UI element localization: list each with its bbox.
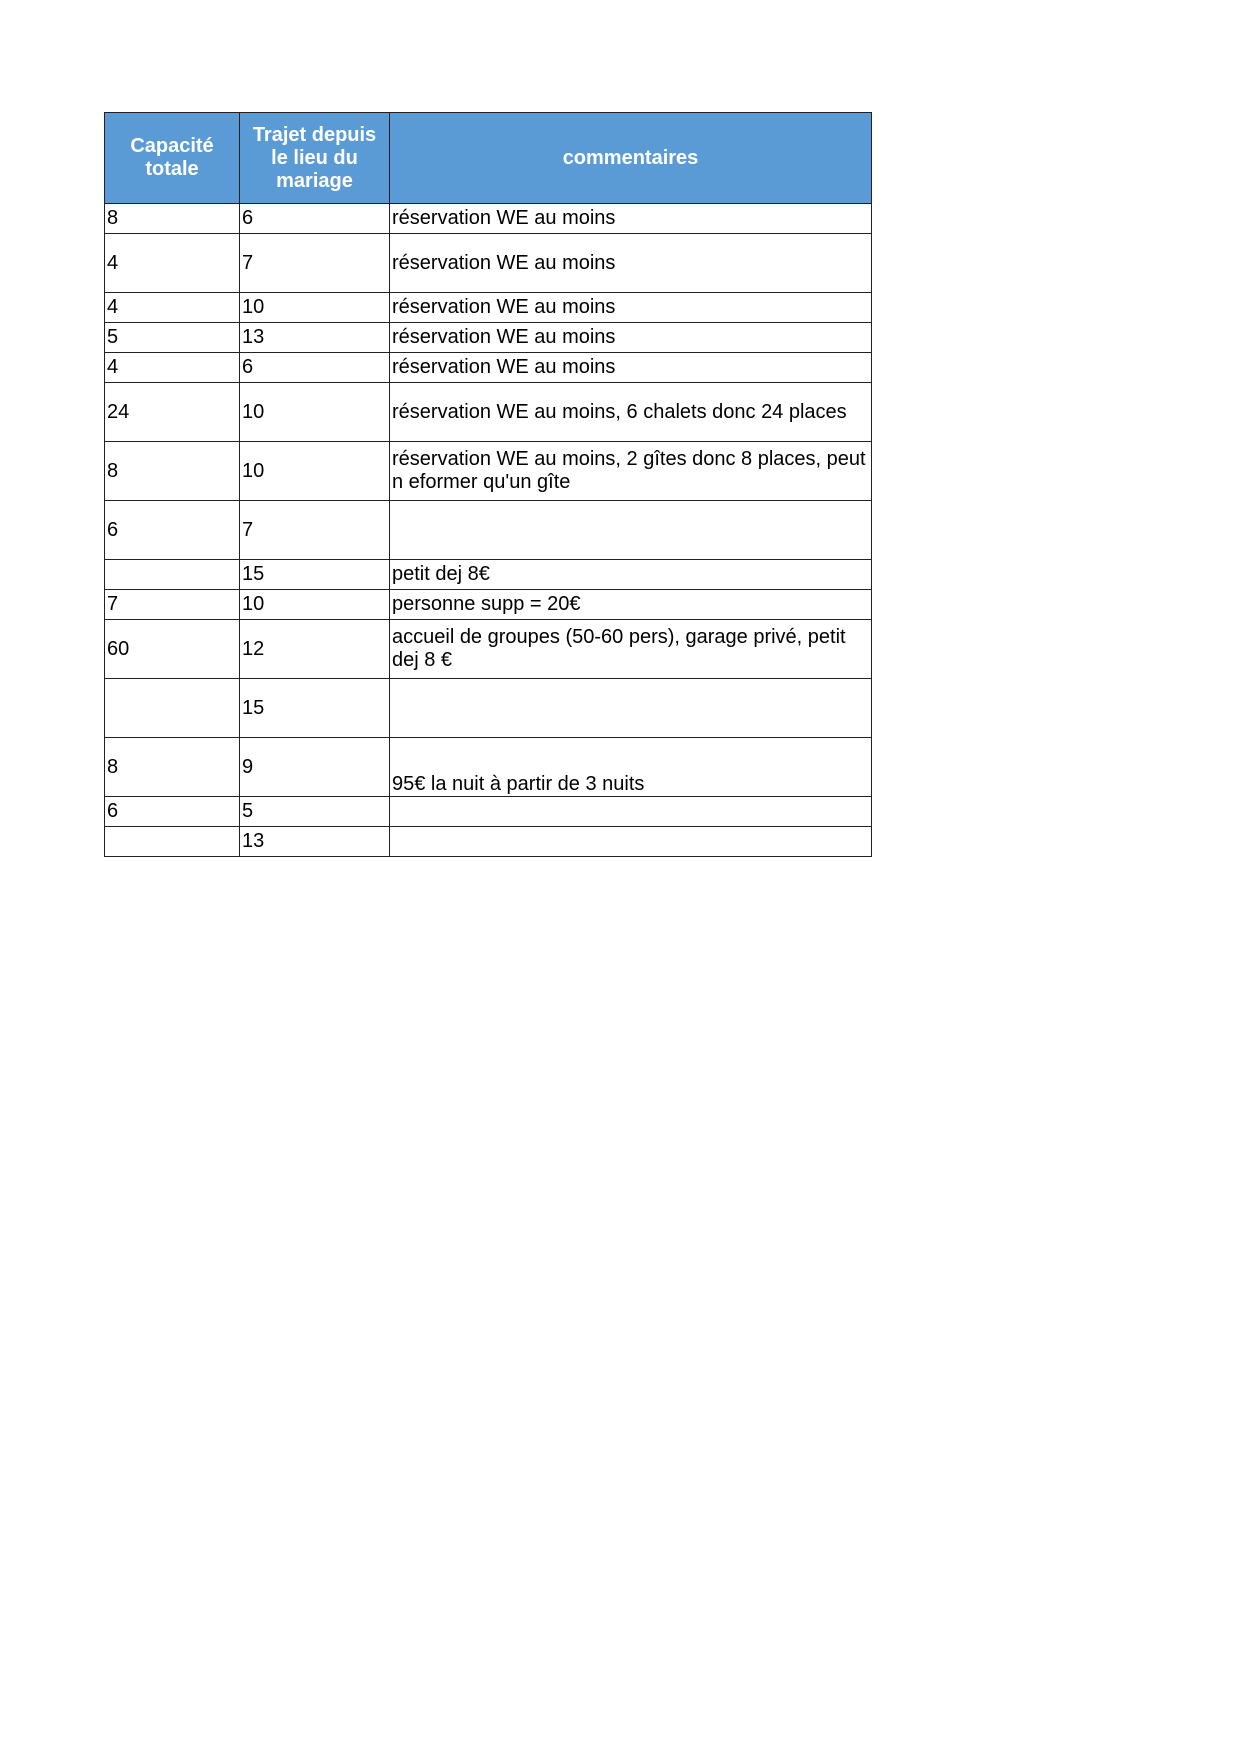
cell-commentaire bbox=[390, 797, 872, 827]
table-row bbox=[105, 620, 872, 679]
cell-capacite bbox=[105, 679, 240, 738]
cell-capacite: 8 bbox=[105, 442, 240, 501]
table-row bbox=[105, 204, 872, 234]
table-row bbox=[105, 590, 872, 620]
cell-trajet: 15 bbox=[240, 679, 390, 738]
cell-commentaire: réservation WE au moins bbox=[390, 353, 872, 383]
table-row bbox=[105, 679, 872, 738]
cell-capacite: 4 bbox=[105, 234, 240, 293]
cell-trajet: 9 bbox=[240, 738, 390, 797]
cell-commentaire: petit dej 8€ bbox=[390, 560, 872, 590]
cell-capacite: 5 bbox=[105, 323, 240, 353]
header-capacite: Capacité totale bbox=[105, 113, 240, 204]
cell-trajet: 7 bbox=[240, 234, 390, 293]
table-row bbox=[105, 442, 872, 501]
cell-commentaire: réservation WE au moins bbox=[390, 293, 872, 323]
cell-commentaire: réservation WE au moins bbox=[390, 323, 872, 353]
cell-capacite: 6 bbox=[105, 797, 240, 827]
cell-commentaire: réservation WE au moins bbox=[390, 234, 872, 293]
cell-trajet: 13 bbox=[240, 323, 390, 353]
table-row bbox=[105, 827, 872, 857]
cell-commentaire: réservation WE au moins, 6 chalets donc 24 places bbox=[390, 383, 872, 442]
table-row bbox=[105, 797, 872, 827]
cell-commentaire bbox=[390, 501, 872, 560]
cell-commentaire bbox=[390, 679, 872, 738]
cell-trajet: 10 bbox=[240, 383, 390, 442]
cell-capacite: 8 bbox=[105, 204, 240, 234]
table-row bbox=[105, 501, 872, 560]
table-row bbox=[105, 738, 872, 797]
cell-capacite: 6 bbox=[105, 501, 240, 560]
cell-capacite: 60 bbox=[105, 620, 240, 679]
cell-commentaire: réservation WE au moins, 2 gîtes donc 8 places, peut n eformer qu'un gîte bbox=[390, 442, 872, 501]
cell-commentaire: réservation WE au moins bbox=[390, 204, 872, 234]
cell-capacite: 4 bbox=[105, 353, 240, 383]
cell-capacite: 4 bbox=[105, 293, 240, 323]
cell-trajet: 10 bbox=[240, 442, 390, 501]
table-row bbox=[105, 383, 872, 442]
cell-trajet: 6 bbox=[240, 204, 390, 234]
header-row bbox=[105, 113, 872, 204]
cell-commentaire: accueil de groupes (50-60 pers), garage privé, petit dej 8 € bbox=[390, 620, 872, 679]
cell-commentaire bbox=[390, 827, 872, 857]
header-trajet: Trajet depuis le lieu du mariage bbox=[240, 113, 390, 204]
cell-trajet: 10 bbox=[240, 590, 390, 620]
cell-trajet: 10 bbox=[240, 293, 390, 323]
cell-capacite bbox=[105, 560, 240, 590]
table-row bbox=[105, 234, 872, 293]
cell-trajet: 6 bbox=[240, 353, 390, 383]
cell-commentaire: 95€ la nuit à partir de 3 nuits bbox=[390, 738, 872, 797]
accommodation-table bbox=[104, 112, 872, 857]
cell-trajet: 13 bbox=[240, 827, 390, 857]
header-commentaires: commentaires bbox=[390, 113, 872, 204]
cell-capacite bbox=[105, 827, 240, 857]
cell-capacite: 7 bbox=[105, 590, 240, 620]
cell-capacite: 24 bbox=[105, 383, 240, 442]
cell-capacite: 8 bbox=[105, 738, 240, 797]
cell-commentaire: personne supp = 20€ bbox=[390, 590, 872, 620]
table-row bbox=[105, 560, 872, 590]
table-row bbox=[105, 293, 872, 323]
cell-trajet: 5 bbox=[240, 797, 390, 827]
cell-trajet: 15 bbox=[240, 560, 390, 590]
table-row bbox=[105, 323, 872, 353]
cell-trajet: 12 bbox=[240, 620, 390, 679]
table-row bbox=[105, 353, 872, 383]
cell-trajet: 7 bbox=[240, 501, 390, 560]
